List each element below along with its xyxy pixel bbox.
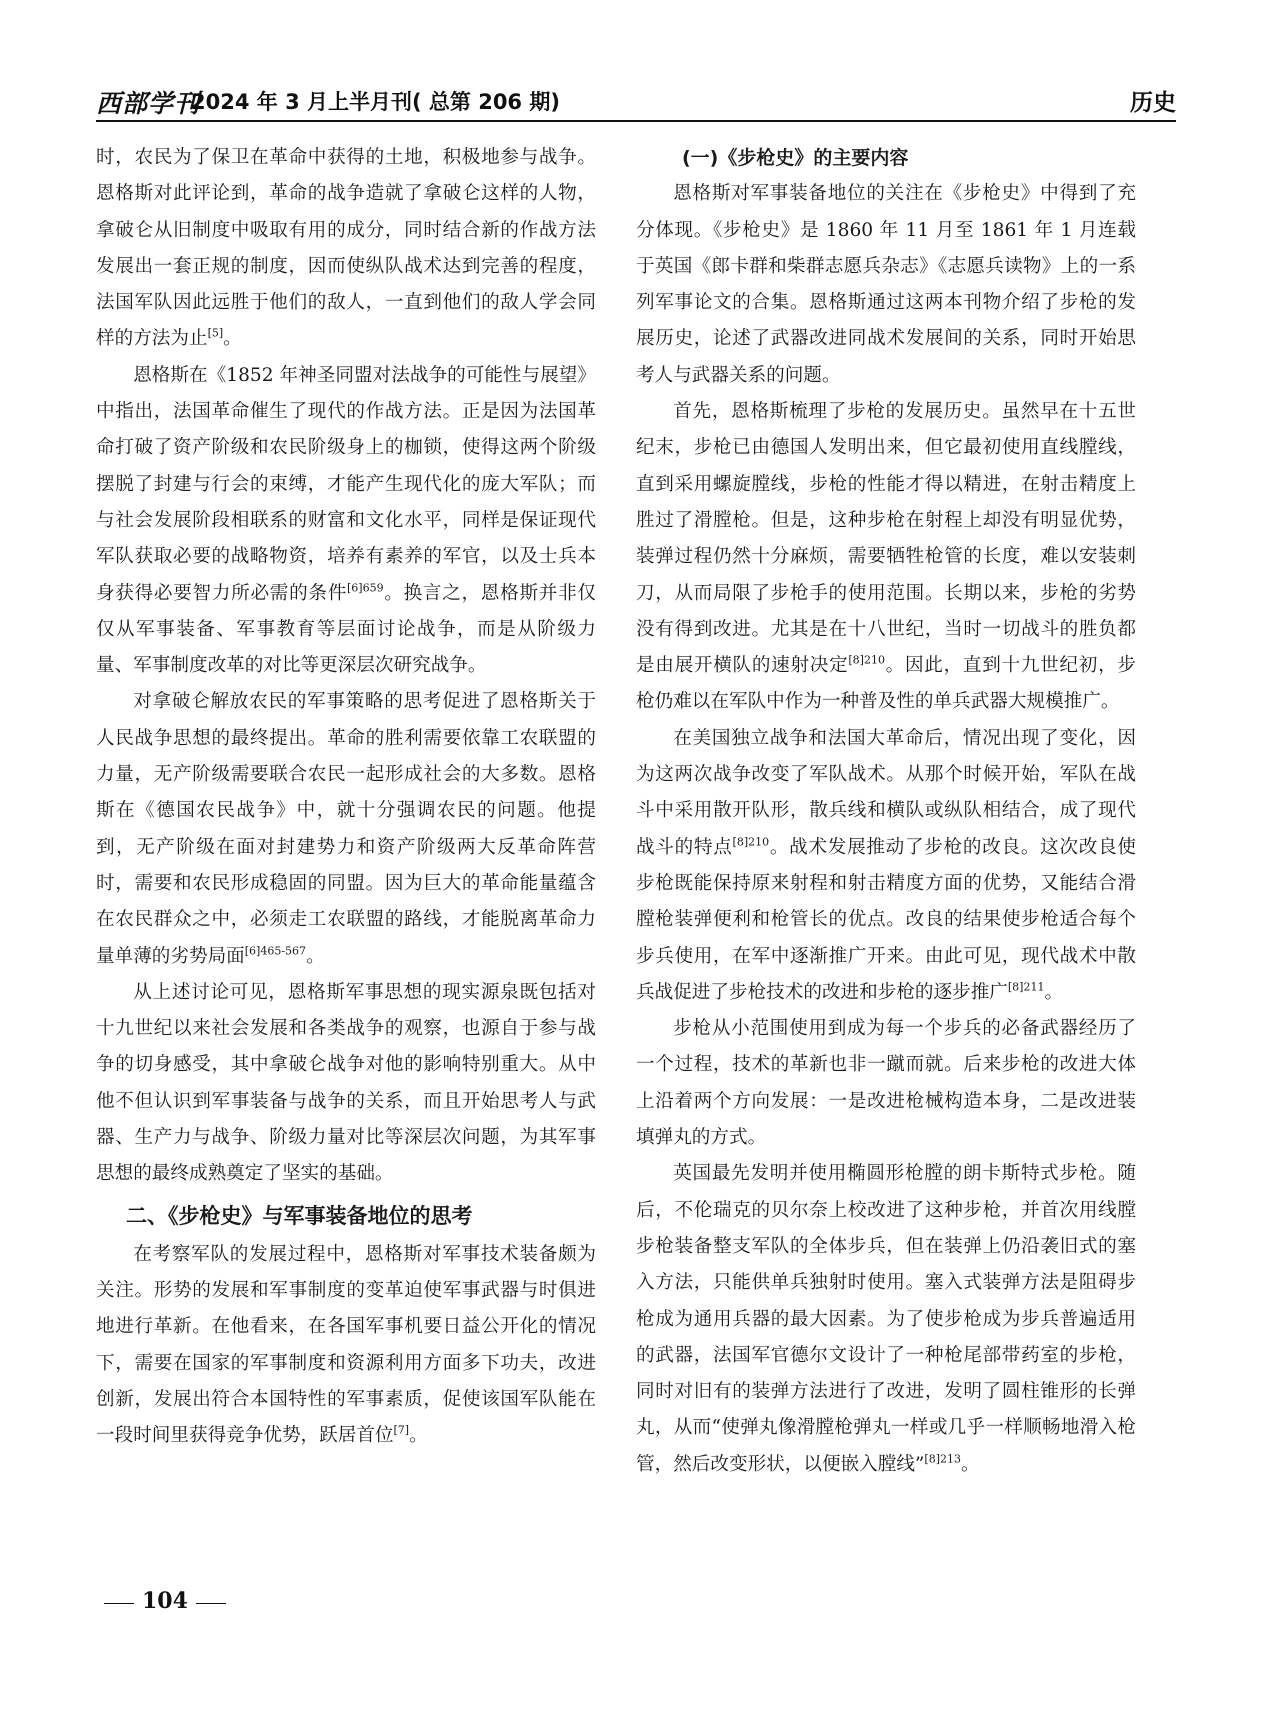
paragraph: 从上述讨论可见，恩格斯军事思想的现实源泉既包括对十九世纪以来社会发展和各类战争的观察，也源自于参与战争的切身感受，其中拿破仑战争对他的影响特别重大。从中他不但认识到军事装备与战争的关系，而且开始思考人与武器、生产力与战争、阶级力量对比等深层次问题，为其军事思想的最终成熟奠定了坚实的基础。 [96,981,596,1185]
header-rule [96,120,1176,122]
citation: [5] [207,326,224,340]
section-title: 二、《步枪史》与军事装备地位的思考 [126,1203,473,1228]
citation: [6]465-567 [244,943,307,957]
paragraph: 恩格斯对军事装备地位的关注在《步枪史》中得到了充分体现。《步枪史》是 1860 年 11 月至 1861 年 1 月连载于英国《郎卡群和柴群志愿兵杂志》《志愿兵读物》上的一系列军事论文的合集。恩格斯通过这两本刊物介绍了步枪的发展历史，论述了武器改进同战术发展间的关系，同时开始思考人与武器关系的问题。 [636,183,1136,386]
paragraph: 在美国独立战争和法国大革命后，情况出现了变化，因为这两次战争改变了军队战术。从那个时候开始，军队在战斗中采用散开队形，散兵线和横队或纵队相结合，成了现代战斗的特点$^{[8]210}$。战术发展推动了步枪的改良。这次改良使步枪既能保持原来射程和射击精度方面的优势，又能结合滑膛枪装弹便利和枪管长的优点。改良的结果使步枪适合每个步兵使用，在军中逐渐推广开来。由此可见，现代战术中散兵战促进了步枪技术的改进和步枪的逐步推广$^{[8]211}$。 [636,727,1136,1003]
footer-dash-left [104,1603,134,1604]
journal-logo: 西部学刊 [96,89,201,118]
paragraph-tail: 。 [1044,981,1064,1003]
citation: [8]211 [1007,980,1045,994]
right-column [636,140,1136,1483]
paragraph: 恩格斯在《1852 年神圣同盟对法战争的可能性与展望》中指出，法国革命催生了现代的作战方法。正是因为法国革命打破了资产阶级和农民阶级身上的枷锁，使得这两个阶级摆脱了封建与行会的束缚，才能产生现代化的庞大军队；而与社会发展阶段相联系的财富和文化水平，同样是保证现代军队获取必要的战略物资，培养有素养的军官，以及士兵本身获得必要智力所必需的条件$^{[6]659}$。换言之，恩格斯并非仅仅从军事装备、军事教育等层面讨论战争，而是从阶级力量、军事制度改革的对比等更深层次研究战争。 [96,364,596,677]
citation: [6]659 [347,580,384,594]
citation: [7] [393,1423,410,1437]
citation: [8]210 [848,653,885,667]
paragraph: 步枪从小范围使用到成为每一个步兵的必备武器经历了一个过程，技术的革新也非一蹴而就。后来步枪的改进大体上沿着两个方向发展：一是改进枪械构造本身，二是改进装填弹丸的方式。 [636,1018,1136,1149]
paragraph: 对拿破仑解放农民的军事策略的思考促进了恩格斯关于人民战争思想的最终提出。革命的胜利需要依靠工农联盟的力量，无产阶级需要联合农民一起形成社会的大多数。恩格斯在《德国农民战争》中，就十分强调农民的问题。他提到，无产阶级在面对封建势力和资产阶级两大反革命阵营时，需要和农民形成稳固的同盟。因为巨大的革命能量蕴含在农民群众之中，必须走工农联盟的路线，才能脱离革命力量单薄的劣势局面$^{[6]465-567}$。 [96,691,596,967]
running-header [96,78,1176,122]
paragraph: 英国最先发明并使用椭圆形枪膛的朗卡斯特式步枪。随后，不伦瑞克的贝尔奈上校改进了这种步枪，并首次用线膛步枪装备整支军队的全体步兵，但在装弹上仍沿袭旧式的塞入方法，只能供单兵独射时使用。塞入式装弹方法是阻碍步枪成为通用兵器的最大因素。为了使步枪成为步兵普遍适用的武器，法国军官德尔文设计了一种枪尾部带药室的步枪，同时对旧有的装弹方法进行了改进，发明了圆柱锥形的长弹丸，从而“使弹丸像滑膛枪弹丸一样或几乎一样顺畅地滑入枪管，然后改变形状，以便嵌入膛线”$^{[8]213}$。 [636,1163,1136,1475]
paragraph: 在考察军队的发展过程中，恩格斯对军事技术装备颇为关注。形势的发展和军事制度的变革迫使军事武器与时俱进地进行革新。在他看来，在各国军事机要日益公开化的情况下，需要在国家的军事制度和资源利用方面多下功夫，改进创新，发展出符合本国特性的军事素质，促使该国军队能在一段时间里获得竞争优势，跃居首位[7]。 [96,1243,596,1447]
citation: [8]210 [732,834,770,848]
subsection-title: (一)《步枪史》的主要内容 [682,147,909,169]
paragraph: 时，农民为了保卫在革命中获得的土地，积极地参与战争。恩格斯对此评论到，革命的战争造就了拿破仑这样的人物，拿破仑从旧制度中吸取有用的成分，同时结合新的作战方法发展出一套正规的制度，因而使纵队战术达到完善的程度，法国军队因此远胜于他们的敌人，一直到他们的敌人学会同样的方法为止[5]。 [96,147,596,350]
paragraph: 首先，恩格斯梳理了步枪的发展历史。虽然早在十五世纪末，步枪已由德国人发明出来，但它最初使用直线膛线，直到采用螺旋膛线，步枪的性能才得以精进，在射击精度上胜过了滑膛枪。但是，这种步枪在射程上却没有明显优势，装弹过程仍然十分麻烦，需要牺牲枪管的长度，难以安装刺刀，从而局限了步枪手的使用范围。长期以来，步枪的劣势没有得到改进。尤其是在十八世纪，当时一切战斗的胜负都是由展开横队的速射决定$^{[8]210}$。因此，直到十九世纪初，步枪仍难以在军队中作为一种普及性的单兵武器大规模推广。 [636,401,1136,713]
citation: [8]213 [924,1452,961,1465]
section-name: 历史 [1130,90,1176,116]
page-number: 104 [142,1588,188,1614]
footer-dash-right [196,1603,226,1604]
page-footer [96,1588,296,1618]
journal-issue: 2024 年 3 月上半月刊( 总第 206 期) [191,90,560,114]
left-column [96,140,596,1454]
